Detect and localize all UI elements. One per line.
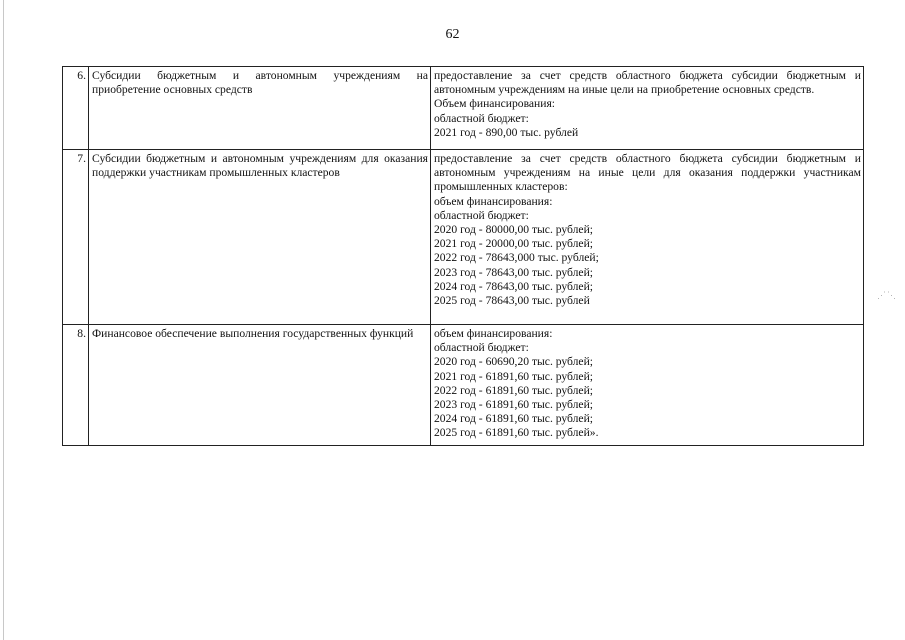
measure-description — [431, 325, 864, 446]
funding-line: 2020 год - 80000,00 тыс. рублей; — [434, 223, 594, 237]
funding-line: 2023 год - 61891,60 тыс. рублей; — [434, 398, 594, 412]
row-number: 6. — [63, 67, 89, 150]
table-row — [63, 150, 864, 325]
scan-artifact: ⋰⋱ — [877, 290, 897, 300]
measure-name: Субсидии бюджетным и автономным учреждениям на приобретение основных средств — [89, 67, 431, 150]
funding-line: областной бюджет: — [434, 111, 529, 125]
measure-name: Финансовое обеспечение выполнения государственных функций — [89, 325, 431, 446]
funding-line: 2022 год - 61891,60 тыс. рублей; — [434, 383, 594, 397]
page-edge-line — [3, 0, 4, 640]
funding-line: 2022 год - 78643,000 тыс. рублей; — [434, 251, 599, 265]
description-intro: предоставление за счет средств областного бюджета субсидии бюджетным и автономным учреждениям на иные цели для оказания поддержки участникам промышленных кластеров: — [434, 152, 861, 194]
funding-line: 2021 год - 61891,60 тыс. рублей; — [434, 369, 594, 383]
measure-description — [431, 67, 864, 150]
funding-line: объем финансирования: — [434, 327, 553, 340]
funding-line: 2024 год - 61891,60 тыс. рублей; — [434, 412, 594, 426]
page-number: 62 — [445, 27, 460, 42]
funding-line: Объем финансирования: — [434, 97, 556, 111]
description-intro: предоставление за счет средств областного бюджета субсидии бюджетным и автономным учреждениям на иные цели на приобретение основных средств. — [434, 69, 861, 97]
funding-line: объем финансирования: — [434, 194, 553, 208]
funding-line: 2023 год - 78643,00 тыс. рублей; — [434, 265, 594, 279]
funding-line: областной бюджет: — [434, 341, 529, 355]
funding-line: 2021 год - 890,00 тыс. рублей — [434, 125, 579, 139]
funding-line: 2025 год - 78643,00 тыс. рублей — [434, 294, 590, 308]
funding-line: 2020 год - 60690,20 тыс. рублей; — [434, 355, 594, 369]
measure-description — [431, 150, 864, 325]
measures-table — [62, 66, 864, 446]
row-number: 8. — [63, 325, 89, 446]
measure-name: Субсидии бюджетным и автономным учреждениям для оказания поддержки участникам промышленных кластеров — [89, 150, 431, 325]
funding-line: 2024 год - 78643,00 тыс. рублей; — [434, 279, 594, 293]
funding-line: областной бюджет: — [434, 208, 529, 222]
funding-line: 2021 год - 20000,00 тыс. рублей; — [434, 237, 594, 251]
funding-line: 2025 год - 61891,60 тыс. рублей». — [434, 426, 599, 440]
table-row — [63, 325, 864, 446]
table-row — [63, 67, 864, 150]
row-number: 7. — [63, 150, 89, 325]
